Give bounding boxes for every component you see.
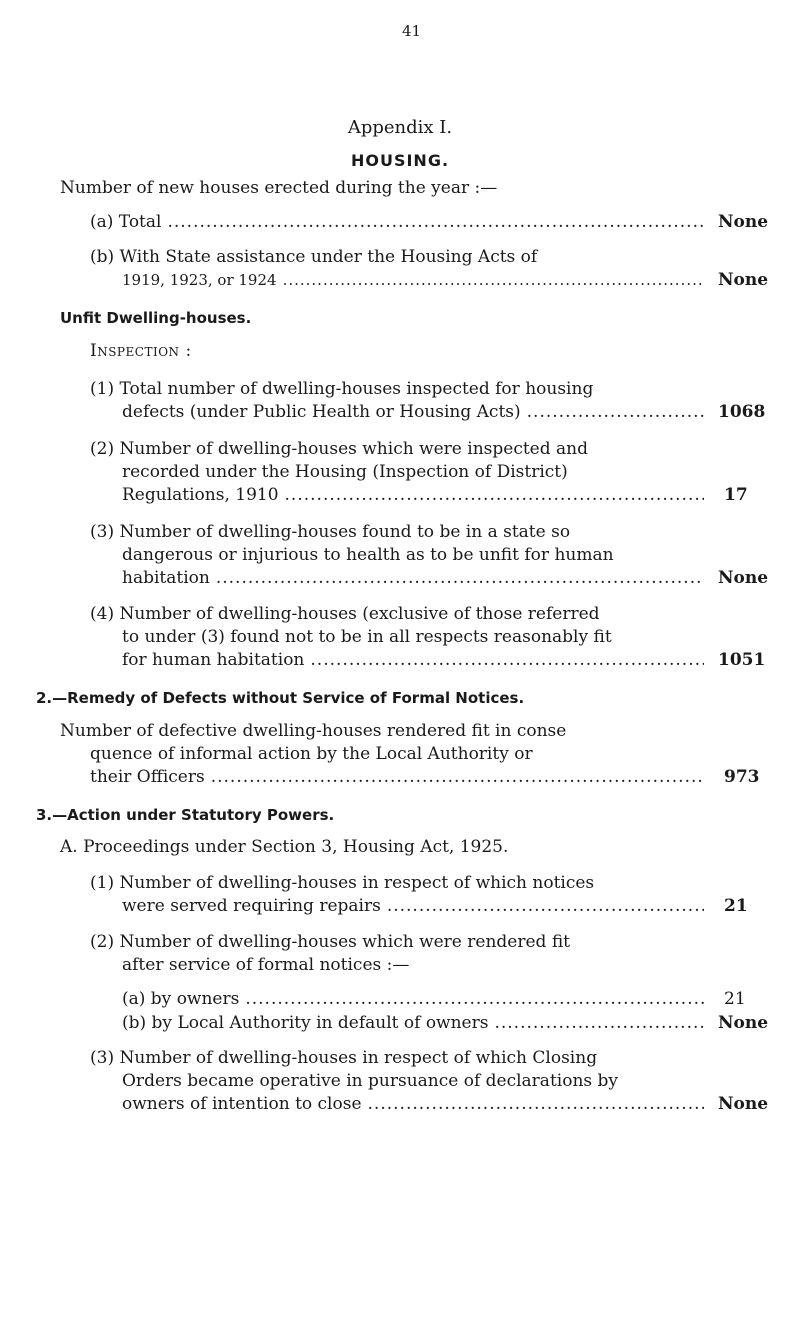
statutory-2a-label: (a) by owners	[122, 989, 240, 1009]
inspection-3-line3: habitation	[122, 568, 210, 588]
housing-heading: HOUSING.	[350, 151, 450, 170]
inspection-2-line2: recorded under the Housing (Inspection of District)	[122, 462, 568, 482]
statutory-1-line2: were served requiring repairs	[122, 896, 381, 916]
remedy-row	[90, 765, 710, 789]
statutory-2b-value: None	[718, 1013, 769, 1033]
statutory-2b-row	[122, 1011, 710, 1035]
inspection-3-value: None	[718, 568, 769, 588]
remedy-line1: Number of defective dwelling-houses rendered fit in conse	[60, 721, 567, 741]
remedy-value: 973	[724, 767, 760, 787]
inspection-1-row	[122, 400, 710, 424]
new-houses-state-line1: (b) With State assistance under the Housing Acts of	[90, 247, 538, 267]
new-houses-intro: Number of new houses erected during the year :—	[60, 178, 498, 198]
new-houses-state-line2: 1919, 1923, or 1924	[122, 271, 277, 289]
unfit-dwellings-title: Unfit Dwelling-houses.	[60, 309, 252, 327]
statutory-3-value: None	[718, 1094, 769, 1114]
inspection-1-line2: defects (under Public Health or Housing Acts)	[122, 402, 521, 422]
statutory-1-line1: (1) Number of dwelling-houses in respect of which notices	[90, 873, 595, 893]
appendix-title: Appendix I.	[347, 117, 453, 138]
inspection-3-line1: (3) Number of dwelling-houses found to be in a state so	[90, 522, 571, 542]
inspection-4-value: 1051	[718, 650, 766, 670]
statutory-1-row	[122, 894, 710, 918]
inspection-4-line3: for human habitation	[122, 650, 305, 670]
inspection-4-line1: (4) Number of dwelling-houses (exclusive of those referred	[90, 604, 600, 624]
inspection-3-line2: dangerous or injurious to health as to be unfit for human	[122, 545, 614, 565]
page-number: 41	[402, 22, 422, 40]
statutory-2-line2: after service of formal notices :—	[122, 955, 410, 975]
inspection-2-line3: Regulations, 1910	[122, 485, 279, 505]
new-houses-state-value: None	[718, 270, 769, 290]
inspection-1-line1: (1) Total number of dwelling-houses inspected for housing	[90, 379, 594, 399]
statutory-3-line2: Orders became operative in pursuance of declarations by	[122, 1071, 619, 1091]
inspection-2-value: 17	[724, 485, 748, 505]
statutory-2-line1: (2) Number of dwelling-houses which were rendered fit	[90, 932, 570, 952]
new-houses-total-value: None	[718, 212, 769, 232]
new-houses-total-row	[90, 210, 710, 234]
inspection-2-line1: (2) Number of dwelling-houses which were inspected and	[90, 439, 588, 459]
statutory-title: 3.—Action under Statutory Powers.	[36, 806, 335, 824]
statutory-3-line3: owners of intention to close	[122, 1094, 362, 1114]
statutory-2a-value: 21	[724, 989, 746, 1009]
statutory-3-line1: (3) Number of dwelling-houses in respect of which Closing	[90, 1048, 598, 1068]
remedy-title: 2.—Remedy of Defects without Service of Formal Notices.	[36, 689, 525, 707]
statutory-2a-row	[122, 987, 710, 1011]
new-houses-state-row	[122, 268, 710, 292]
inspection-2-row	[122, 483, 710, 507]
inspection-4-line2: to under (3) found not to be in all respects reasonably fit	[122, 627, 612, 647]
remedy-line2: quence of informal action by the Local Authority or	[90, 744, 533, 764]
statutory-2b-label: (b) by Local Authority in default of owners	[122, 1013, 489, 1033]
new-houses-total-label: (a) Total	[90, 212, 162, 232]
statutory-1-value: 21	[724, 896, 748, 916]
inspection-label: Inspection :	[90, 341, 192, 361]
statutory-3-row	[122, 1092, 710, 1116]
inspection-1-value: 1068	[718, 402, 766, 422]
remedy-line3: their Officers	[90, 767, 205, 787]
inspection-4-row	[122, 648, 710, 672]
proceedings-heading: A. Proceedings under Section 3, Housing Act, 1925.	[60, 837, 509, 857]
inspection-3-row	[122, 566, 710, 590]
